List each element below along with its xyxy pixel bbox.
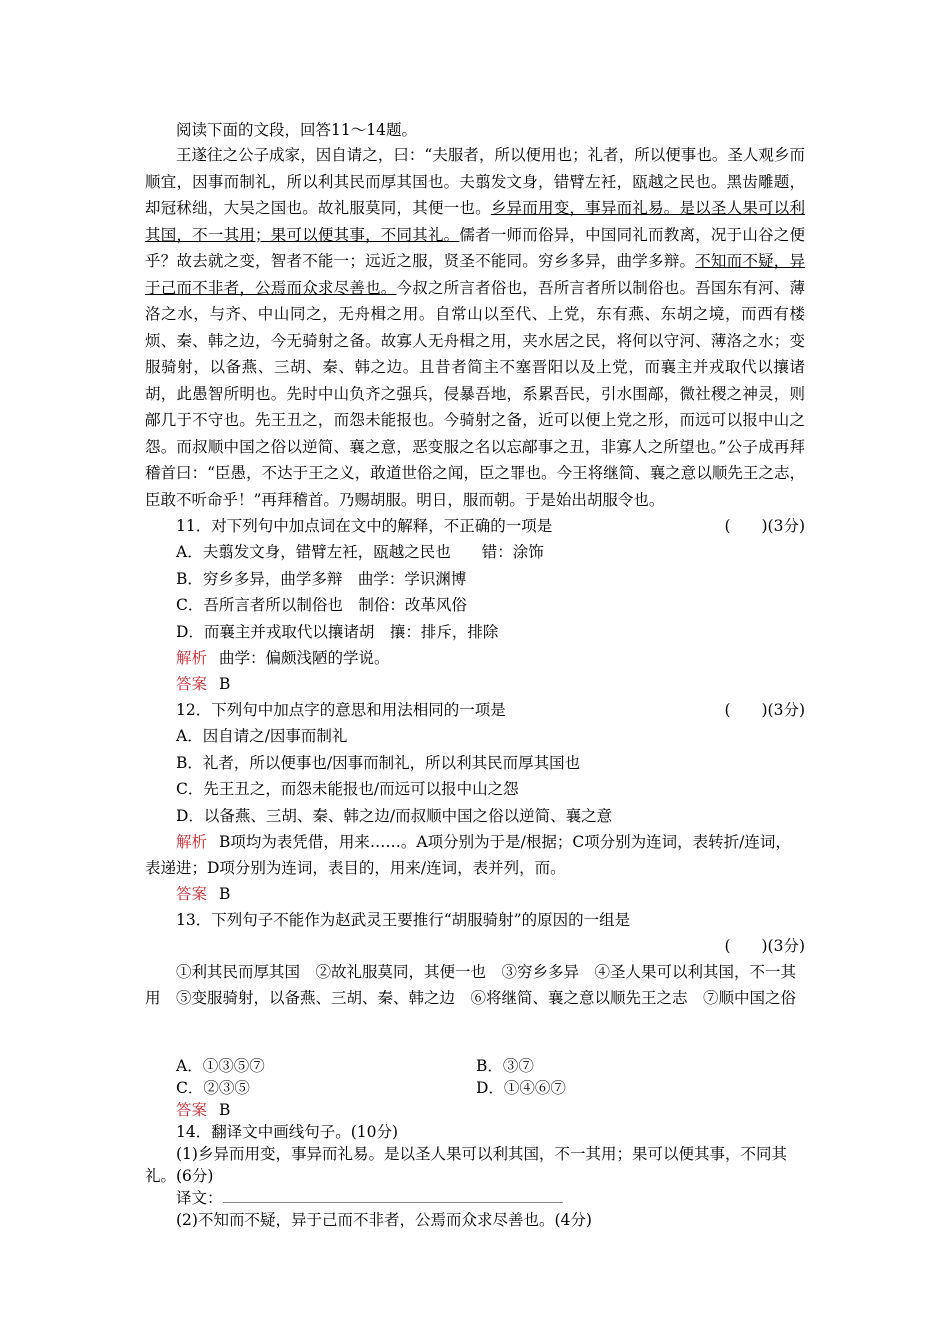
question-12-analysis (145, 829, 805, 881)
question-11-option-c: C．吾所言者所以制俗也 制俗：改革风俗 (176, 596, 467, 614)
spacer (145, 1011, 805, 1055)
instruction: 阅读下面的文段，回答11～14题。 (176, 121, 417, 139)
answer-value: B (219, 675, 231, 693)
question-11 (145, 513, 805, 539)
answer-value: B (219, 885, 231, 903)
question-11-option-d: D．而襄主并戎取代以攘诸胡 攘：排斥，排除 (176, 622, 499, 641)
passage-text-2: 儒者一师而俗异，中国同礼而教离，况于山谷之便乎？故去就之变，智者不能一；远近之服，贤圣不能同。穷乡多异，曲学多辩。 (145, 225, 805, 270)
answer-label: 答案 (176, 675, 208, 693)
question-13-stem: 13．下列句子不能作为赵武灵王要推行“胡服骑射”的原因的一组是 (176, 911, 631, 929)
question-13-choice-c: C．②③⑤ (176, 1079, 250, 1097)
underlined-sentence-2: 不知而不疑，异于己而不非者，公焉而众求尽善也。 (145, 252, 805, 297)
question-12-option-d: D．以备燕、三胡、秦、韩之边/而叔顺中国之俗以逆简、襄之意 (176, 806, 613, 825)
question-14-sentence-1: (1)乡异而用变，事异而礼易。是以圣人果可以利其国，不一其用；果可以便其事，不同其礼。(6分) (145, 1145, 787, 1185)
question-11-analysis (145, 645, 805, 671)
question-12-option-c: C．先王丑之，而怨未能报也/而远可以报中山之怨 (176, 780, 519, 798)
answer-label: 答案 (176, 1101, 208, 1119)
question-13-choices (145, 1055, 805, 1099)
question-13-items: ①利其民而厚其国 ②故礼服莫同，其便一也 ③穷乡多异 ④圣人果可以利其国，不一其用 ⑤变服骑射，以备燕、三胡、秦、韩之边 ⑥将继简、襄之意以顺先王之志 ⑦顺中国之俗 (145, 963, 797, 1007)
question-11-option-b: B．穷乡多异，曲学多辩 曲学：学识渊博 (176, 569, 467, 588)
question-12 (145, 697, 805, 723)
passage-text-3: 今叔之所言者俗也，吾所言者所以制俗也。吾国东有河、薄洛之水，与齐、中山同之，无舟楫之用。自常山以至代、上党，东有燕、东胡之境，而西有楼烦、秦、韩之边，今无骑射之备。故寡人无舟楫之用，夹水居之民，将何以守河、薄洛之水；变服骑射，以备燕、三胡、秦、韩之边。且昔者简主不塞晋阳以及上党，而襄主并戎取代以攘诸胡，此愚智所明也。先时中山负齐之强兵，侵暴吾地，系累吾民，引水围鄗，微社稷之神灵，则鄗几于不守也。先王丑之，而怨未能报也。今骑射之备，近可以便上党之形，而远可以报中山之怨。而叔顺中国之俗以逆简、襄之意，恶变服之名以忘鄗事之丑，非寡人之所望也。”公子成再拜稽首曰：“臣愚，不达于王之义，敢道世俗之闻，臣之罪也。今王将继简、襄之意以顺先王之志，臣敢不听命乎！”再拜稽首。乃赐胡服。明日，服而朝。于是始出胡服令也。 (145, 278, 805, 509)
question-11-option-a: A．夫翦发文身，错臂左衽，瓯越之民也 错：涂饰 (176, 543, 544, 561)
passage-text-1: 王遂往之公子成家，因自请之，曰：“夫服者，所以便用也；礼者，所以便事也。圣人观乡而顺宜，因事而制礼，所以利其民而厚其国也。夫翦发文身，错臂左衽，瓯越之民也。黑齿雕题，却冠秫绌，大吴之国也。故礼服莫同，其便一也。 (145, 146, 805, 217)
analysis-text: 曲学：偏颇浅陋的学说。 (219, 649, 390, 667)
question-14-stem: 14．翻译文中画线句子。(10分) (176, 1123, 399, 1141)
answer-blank-line[interactable] (223, 1188, 563, 1203)
underlined-sentence-1: 乡异而用变，事异而礼易。是以圣人果可以利其国，不一其用；果可以便其事，不同其礼。 (145, 199, 805, 244)
question-14-translation (145, 1187, 805, 1209)
question-13-answer (145, 1099, 805, 1121)
question-12-points: ( )(3分) (724, 701, 805, 719)
question-12-answer (145, 881, 805, 907)
translation-label: 译文： (176, 1189, 223, 1207)
question-14-sentence-2: (2)不知而不疑，异于己而不非者，公焉而众求尽善也。(4分) (176, 1211, 592, 1229)
answer-label: 答案 (176, 885, 208, 903)
question-11-stem: 11．对下列句中加点词在文中的解释，不正确的一项是 (176, 517, 553, 535)
question-13-choice-b: B．③⑦ (476, 1057, 534, 1075)
question-12-stem: 12．下列句中加点字的意思和用法相同的一项是 (176, 701, 506, 719)
question-13-choice-d: D．①④⑥⑦ (476, 1079, 566, 1097)
passage (145, 142, 805, 513)
question-13-choice-a: A．①③⑤⑦ (176, 1057, 265, 1075)
question-13-points: ( )(3分) (724, 937, 805, 955)
question-11-points: ( )(3分) (724, 517, 805, 535)
analysis-label: 解析 (176, 833, 208, 851)
question-12-option-b: B．礼者，所以便事也/因事而制礼，所以利其民而厚其国也 (176, 753, 581, 772)
question-11-answer (145, 671, 805, 697)
content (145, 118, 805, 1231)
question-12-option-a: A．因自请之/因事而制礼 (176, 727, 348, 745)
answer-value: B (219, 1101, 231, 1119)
analysis-label: 解析 (176, 649, 208, 667)
analysis-text: B项均为表凭借，用来……。A项分别为于是/根据；C项分别为连词，表转折/连词，表递进；D项分别为连词，表目的，用来/连词，表并列，而。 (145, 833, 791, 877)
